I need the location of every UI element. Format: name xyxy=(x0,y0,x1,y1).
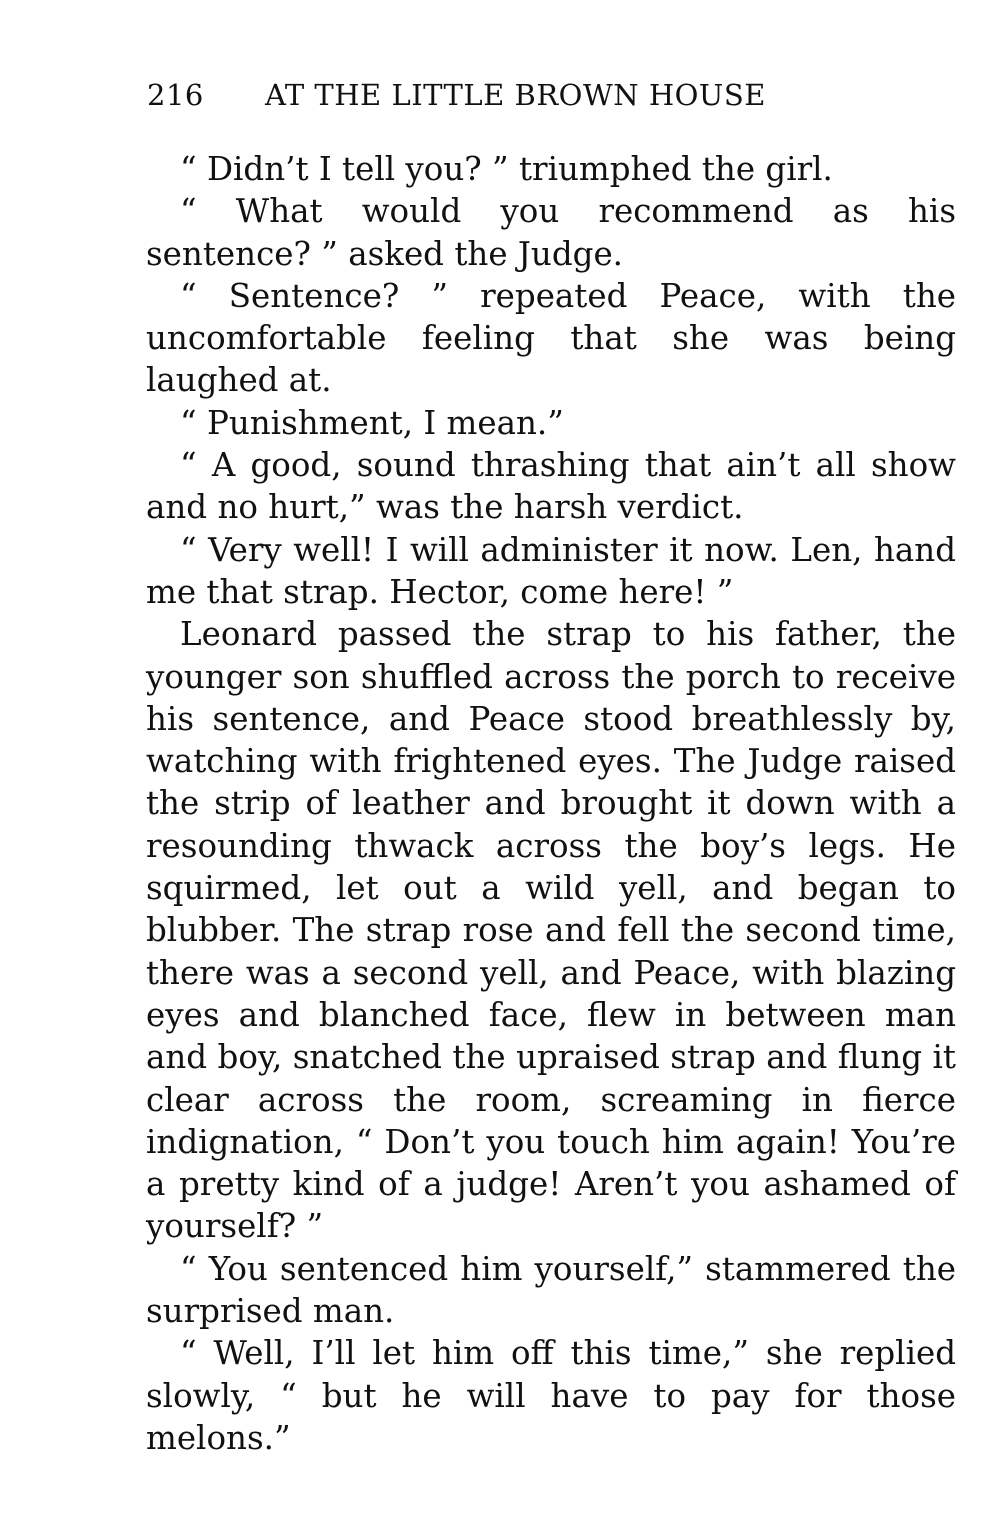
paragraph: “ What would you recommend as his sentence? ” asked the Judge. xyxy=(146,192,956,273)
paragraph: “ A good, sound thrashing that ain’t all show and no hurt,” was the harsh verdict. xyxy=(146,446,956,527)
paragraph: “ Didn’t I tell you? ” triumphed the girl. xyxy=(180,150,833,188)
running-title: AT THE LITTLE BROWN HOUSE xyxy=(265,78,766,112)
paragraph: “ You sentenced him yourself,” stammered the surprised man. xyxy=(146,1249,956,1331)
running-header xyxy=(147,78,837,112)
paragraph: “ Punishment, I mean.” xyxy=(180,403,564,442)
body-text xyxy=(146,148,956,1459)
page-number: 216 xyxy=(147,78,204,112)
paragraph: “ Sentence? ” repeated Peace, with the uncomfortable feeling that she was being laughed at. xyxy=(146,276,956,400)
paragraph: Leonard passed the strap to his father, the younger son shuffled across the porch to receive his sentence, and Peace stood breathlessly by, watching with frightened eyes. The Judge raised the strip of leather and brought it down with a resounding thwack across the boy’s legs. He squirmed, let out a wild yell, and began to blubber. The strap rose and fell the second time, there was a second yell, and Peace, with blazing eyes and blanched face, flew in between man and boy, snatched the upraised strap and flung it clear across the room, screaming in fierce indignation, “ Don’t you touch him again! You’re a pretty kind of a judge! Aren’t you ashamed of yourself? ” xyxy=(146,615,956,1246)
paragraph: “ Well, I’ll let him off this time,” she replied slowly, “ but he will have to pay for those melons.” xyxy=(146,1334,956,1457)
paragraph: “ Very well! I will administer it now. Len, hand me that strap. Hector, come here! ” xyxy=(146,530,956,611)
